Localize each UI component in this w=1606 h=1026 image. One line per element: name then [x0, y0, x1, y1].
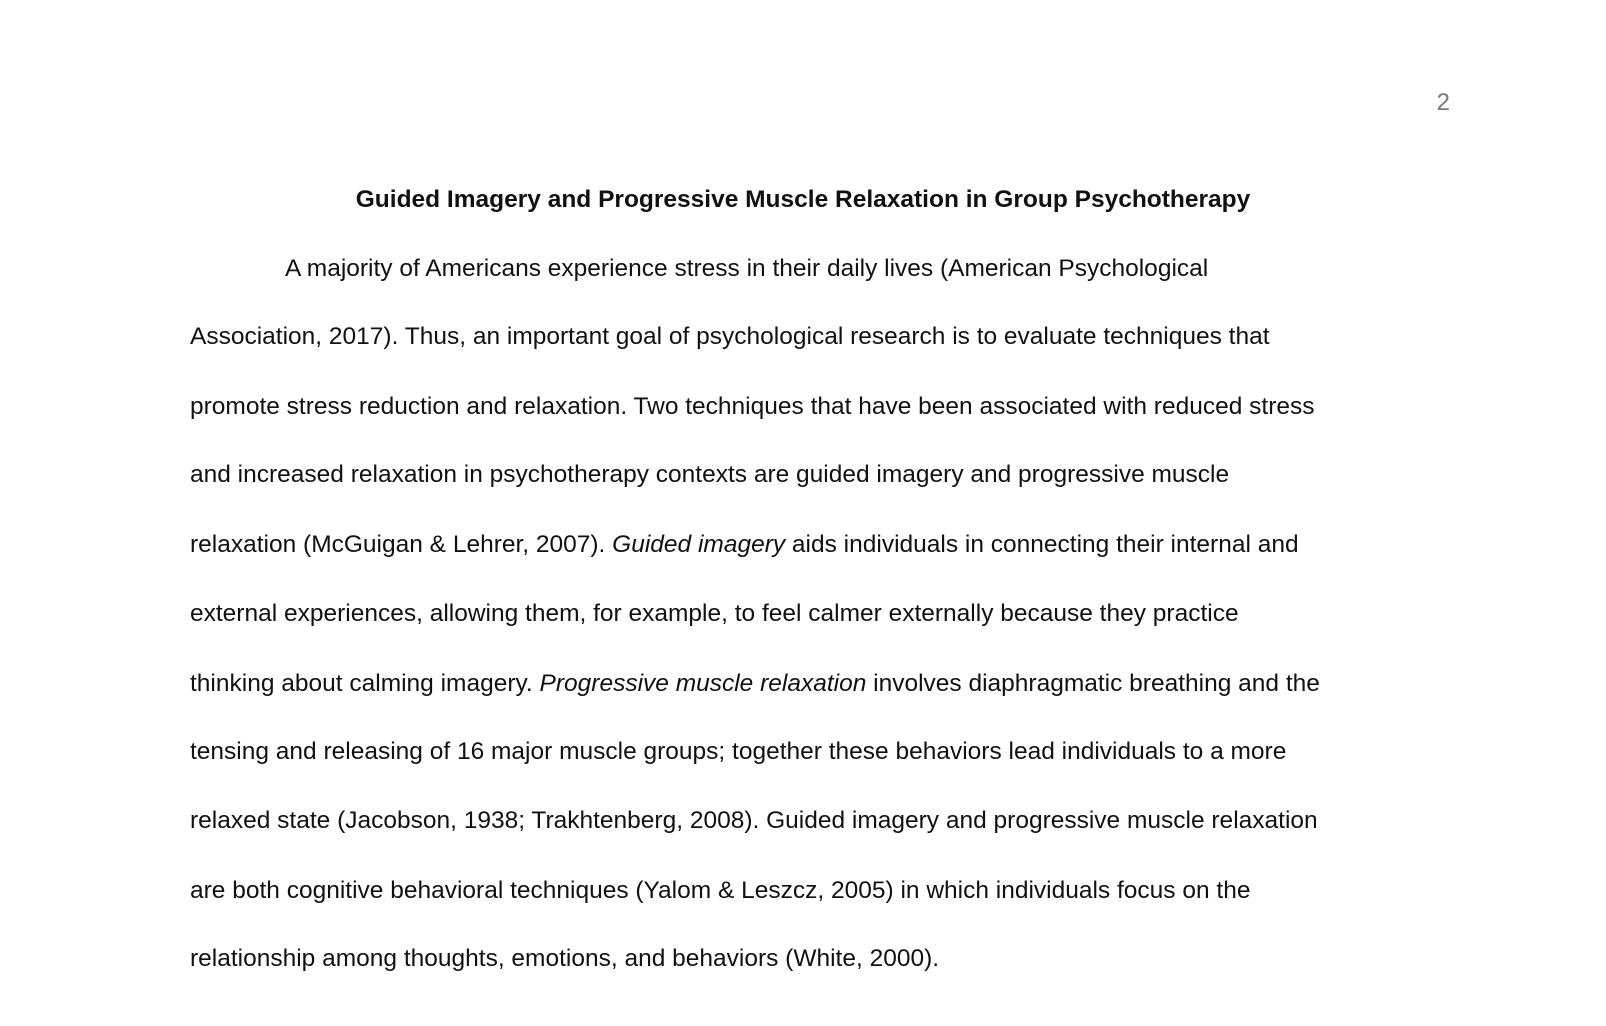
- line-text: and increased relaxation in psychotherapy contexts are guided imagery and progressive muscle: [190, 461, 1230, 488]
- italic-term-progressive-muscle-relaxation: Progressive muscle relaxation: [539, 670, 867, 697]
- line-text: promote stress reduction and relaxation. Two techniques that have been associated with reduced stress: [190, 393, 1315, 420]
- paragraph-line: [190, 876, 1250, 906]
- paragraph-line: [190, 944, 939, 974]
- page-number: 2: [1436, 89, 1450, 116]
- line-text: thinking about calming imagery.: [190, 670, 540, 697]
- line-text: involves diaphragmatic breathing and the: [866, 670, 1320, 697]
- line-text: A majority of Americans experience stress in their daily lives (American Psychological: [285, 255, 1209, 282]
- line-text: aids individuals in connecting their internal and: [785, 531, 1299, 558]
- line-text: relaxation (McGuigan & Lehrer, 2007).: [190, 531, 613, 558]
- paragraph-line: [285, 254, 1208, 284]
- document-title: Guided Imagery and Progressive Muscle Relaxation in Group Psychotherapy: [355, 186, 1251, 213]
- paragraph-line: [190, 806, 1318, 836]
- line-text: relaxed state (Jacobson, 1938; Trakhtenberg, 2008). Guided imagery and progressive muscle relaxation: [190, 807, 1318, 834]
- italic-term-guided-imagery: Guided imagery: [612, 531, 786, 558]
- paragraph-line: [190, 669, 1320, 699]
- line-text: are both cognitive behavioral techniques (Yalom & Leszcz, 2005) in which individuals focus on the: [190, 877, 1251, 904]
- line-text: relationship among thoughts, emotions, and behaviors (White, 2000).: [190, 945, 940, 972]
- line-text: external experiences, allowing them, for example, to feel calmer externally because they practice: [190, 600, 1239, 627]
- paragraph-line: [190, 322, 1270, 352]
- paragraph-line: [190, 530, 1299, 560]
- paragraph-line: [190, 599, 1239, 629]
- paragraph-line: [190, 392, 1314, 422]
- paragraph-line: [190, 460, 1229, 490]
- line-text: Association, 2017). Thus, an important goal of psychological research is to evaluate techniques that: [190, 323, 1270, 350]
- paragraph-line: [190, 737, 1286, 767]
- line-text: tensing and releasing of 16 major muscle groups; together these behaviors lead individuals to a more: [190, 738, 1287, 765]
